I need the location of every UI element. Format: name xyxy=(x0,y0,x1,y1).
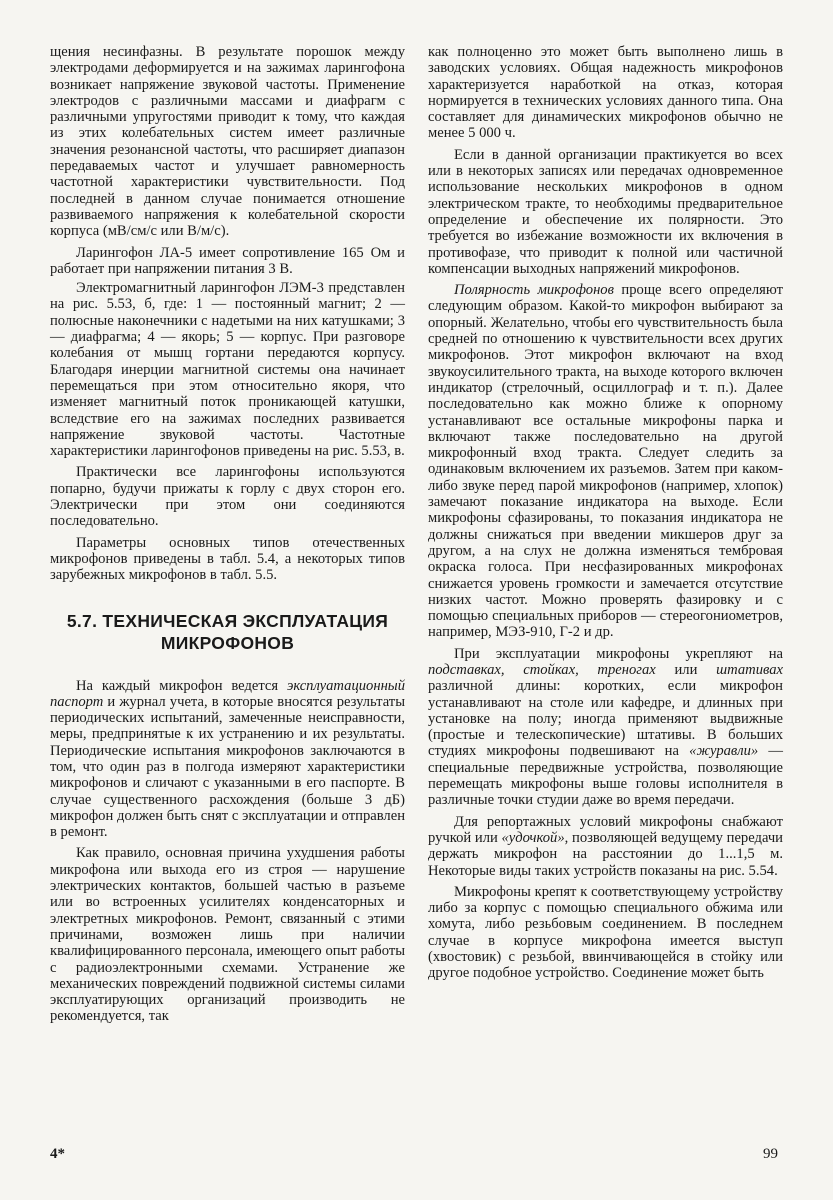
section-heading-line2: МИКРОФОНОВ xyxy=(160,632,295,653)
text-run: различной длины: коротких, если микрофон устанавливают на столе или кафедре, и длинных при установке на полу; иногда применяют выдвижные (простые и телескопические) штативы. В больших студиях микрофоны подвешивают на xyxy=(428,678,783,760)
text-run: проще всего определяют следующим образом. Какой-то микрофон выбирают за опорный. Желательно, чтобы его чувствительность была средней по отношению к чувствительности всех других микрофонов. Этот микрофон включают на вход звукоусилительного тракта, на выходе которого включен индикатор (стрелочный, осциллограф и т. п.). Далее последовательно как можно ближе к опорному устанавливают все остальные микрофоны парка и включают также последовательно на другой микрофонный вход тракта. Следует следить за одинаковым включением их разъемов. Затем при каком-либо звуке перед парой микрофонов (например, хлопок) замечают показание индикатора на выходе. Если микрофоны сфазированы, то показания индикатора не должны снижаться при введении микшеров друг за другом, а на слух не должна изменяться тембровая окраска голоса. При несфазированных микрофонах снижается уровень громкости и замечается отсутствие низких частот. Можно проверять фазировку и с помощью специальных приборов — стереогониометров, например, МЭЗ-910, Г-2 и др. xyxy=(428,282,783,641)
paragraph: щения несинфазны. В результате порошок между электродами деформируется и на зажимах ларингофона возникает напряжение звуковой частоты. Применение электродов с различными массами и диафрагм с различными упругостями приводит к тому, что каждая из этих колебательных систем имеет различные значения резонансной частоты, что расширяет диапазон передаваемых частот и улучшает равномерность частотной характеристики чувствительности. Под последней в данном случае понимается отношение развиваемого напряжения к колебательной скорости корпуса (мВ/см/с или В/м/с). xyxy=(50,44,405,240)
text-run: При эксплуатации микрофоны укрепляют на xyxy=(454,645,783,662)
signature-mark: 4* xyxy=(50,1146,65,1162)
emphasis: «удочкой» xyxy=(501,829,565,846)
paragraph xyxy=(50,678,405,841)
emphasis: штативах xyxy=(716,661,784,678)
paragraph: Если в данной организации практикуется во всех или в некоторых записях или передачах одновременное использование нескольких микрофонов в одном электрическом тракте, то необходимы предварительное определение и обеспечение их полярности. Это требуется во избежание возможности их включения в противофазе, что приводит к полной или частичной компенсации выходных напряжений микрофонов. xyxy=(428,146,783,277)
emphasis: Полярность микрофонов xyxy=(454,282,614,299)
paragraph: Параметры основных типов отечественных микрофонов приведены в табл. 5.4, а некоторых типов зарубежных микрофонов в табл. 5.5. xyxy=(50,534,405,584)
emphasis: подставках, стойках, треногах xyxy=(428,661,656,678)
paragraph xyxy=(428,814,783,879)
paragraph xyxy=(428,646,783,809)
emphasis: эксплуатационный паспорт xyxy=(50,677,405,710)
section-heading xyxy=(50,610,405,654)
paragraph: Электромагнитный ларингофон ЛЭМ-3 представлен на рис. 5.53, б, где: 1 — постоянный магнит; 2 — полюсные наконечники с надетыми на них катушками; 3 — диафрагма; 4 — якорь; 5 — корпус. При разговоре колебания от мышц гортани передаются корпусу. Благодаря инерции магнитной системы она начинает перемещаться при этом относительно якоря, что изменяет магнитный поток проникающей катушки, вследствие его на зажимах последних развивается напряжение звуковой частоты. Частотные характеристики ларингофонов приведены на рис. 5.53, в. xyxy=(50,280,405,460)
paragraph: как полноценно это может быть выполнено лишь в заводских условиях. Общая надежность микрофонов характеризуется наработкой на отказ, которая нормируется в технических условиях данного типа. Она составляет для динамических микрофонов обычно не менее 5 000 ч. xyxy=(428,44,783,142)
section-heading-line1: 5.7. ТЕХНИЧЕСКАЯ ЭКСПЛУАТАЦИЯ xyxy=(66,610,389,631)
left-column xyxy=(50,44,405,1030)
text-run: или xyxy=(655,661,717,678)
paragraph: Как правило, основная причина ухудшения работы микрофона или выхода его из строя — нарушение электрических контактов, большей частью в разъеме или во встроенных усилителях конденсаторных и электретных микрофонов. Ремонт, связанный с этими причинами, возможен лишь при наличии квалифицированного персонала, имеющего опыт работы с радиоэлектронными схемами. Устранение же механических повреждений подвижной системы силами эксплуатирующих организаций производить не рекомендуется, так xyxy=(50,845,405,1025)
emphasis: «журавли» xyxy=(689,743,759,760)
paragraph: Практически все ларингофоны используются попарно, будучи прижаты к горлу с двух сторон его. Электрически при этом они соединяются последовательно. xyxy=(50,464,405,530)
right-column xyxy=(428,44,783,987)
paragraph: Микрофоны крепят к соответствующему устройству либо за корпус с помощью специального обжима или хомута, либо резьбовым соединением. В последнем случае в корпусе микрофона имеется выступ (хвостовик) с резьбой, ввинчивающейся в стойку или другое подобное устройство. Соединение может быть xyxy=(428,883,783,982)
text-run: , позволяющей ведущему передачи держать микрофон на расстоянии до 1...1,5 м. Некоторые виды таких устройств показаны на рис. 5.54. xyxy=(428,829,783,879)
paragraph xyxy=(428,282,783,641)
text-run: Для репортажных условий микрофоны снабжают ручкой или xyxy=(428,813,783,846)
page-number: 99 xyxy=(763,1146,778,1162)
text-run: и журнал учета, в которые вносятся результаты периодических испытаний, замеченные неисправности, меры, предпринятые к их устранению и их результаты. Периодические испытания микрофонов заключаются в том, что один раз в полгода измеряют характеристики микрофонов и сличают с указанными в его паспорте. В случае существенного расхождения (больше 3 дБ) микрофон должен быть снят с эксплуатации и отправлен в ремонт. xyxy=(50,693,405,841)
paragraph: Ларингофон ЛА-5 имеет сопротивление 165 Ом и работает при напряжении питания 3 В. xyxy=(50,244,405,277)
text-run: На каждый микрофон ведется xyxy=(76,677,287,694)
text-run: — специальные передвижные устройства, позволяющие перемещать микрофоны выше головы исполнителя в различные точки студии даже во время передачи. xyxy=(428,743,783,809)
